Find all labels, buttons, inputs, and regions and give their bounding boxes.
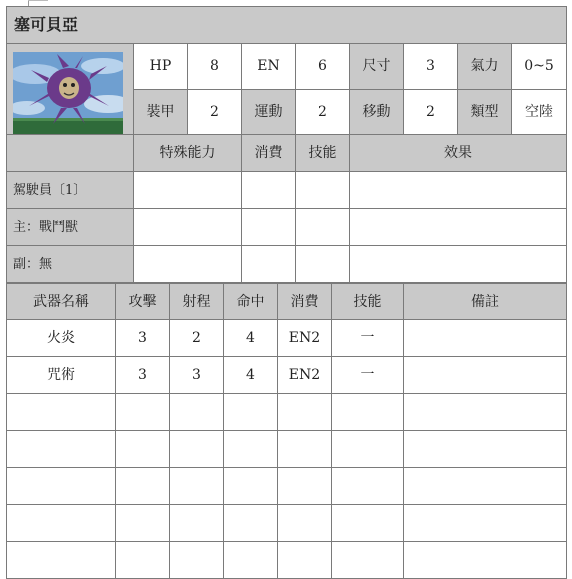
ability-cell: [350, 246, 567, 283]
weapon-accuracy: [224, 431, 278, 468]
weapon-header-skill: 技能: [332, 284, 404, 320]
weapon-attack: [116, 468, 170, 505]
weapon-row: [7, 542, 567, 579]
main-pilot-label: 主：戰鬥獸: [7, 209, 134, 246]
stat-value-armor: 2: [188, 89, 242, 135]
portrait-cell: [7, 44, 134, 135]
weapon-notes: [404, 431, 567, 468]
weapon-notes: [404, 320, 567, 357]
weapon-attack: 3: [116, 320, 170, 357]
ability-cell: [350, 172, 567, 209]
weapon-header-cost: 消費: [278, 284, 332, 320]
unit-sheet: [6, 6, 566, 579]
weapon-accuracy: [224, 505, 278, 542]
weapon-notes: [404, 542, 567, 579]
weapon-table: [6, 283, 567, 579]
stat-value-will: 0~5: [512, 44, 567, 90]
weapon-accuracy: [224, 542, 278, 579]
ability-cell: [296, 209, 350, 246]
weapon-cost: EN2: [278, 357, 332, 394]
weapon-name: [7, 394, 116, 431]
unit-table: [6, 6, 567, 283]
stat-label-move: 移動: [350, 89, 404, 135]
unit-name: 塞可貝亞: [7, 7, 567, 44]
weapon-name: 咒術: [7, 357, 116, 394]
weapon-notes: [404, 505, 567, 542]
weapon-range: [170, 505, 224, 542]
weapon-row: [7, 431, 567, 468]
weapon-name: [7, 468, 116, 505]
weapon-range: [170, 394, 224, 431]
weapon-cost: EN2: [278, 320, 332, 357]
weapon-row: [7, 394, 567, 431]
weapon-attack: [116, 394, 170, 431]
weapon-row: [7, 468, 567, 505]
weapon-accuracy: [224, 394, 278, 431]
stat-value-mobility: 2: [296, 89, 350, 135]
weapon-notes: [404, 394, 567, 431]
weapon-range: 2: [170, 320, 224, 357]
weapon-header-accuracy: 命中: [224, 284, 278, 320]
weapon-attack: [116, 505, 170, 542]
ability-cell: [242, 246, 296, 283]
stat-value-size: 3: [404, 44, 458, 90]
weapon-skill: 一: [332, 320, 404, 357]
ability-cell: [296, 172, 350, 209]
weapon-row: [7, 505, 567, 542]
creature-portrait-image: [13, 52, 123, 134]
weapon-skill: [332, 394, 404, 431]
ability-cell: [242, 172, 296, 209]
weapon-range: 3: [170, 357, 224, 394]
weapon-accuracy: 4: [224, 320, 278, 357]
page-corner-mark-h: [28, 0, 48, 1]
stat-label-size: 尺寸: [350, 44, 404, 90]
stat-value-en: 6: [296, 44, 350, 90]
weapon-cost: [278, 505, 332, 542]
weapon-name: [7, 505, 116, 542]
weapon-notes: [404, 468, 567, 505]
weapon-header-notes: 備註: [404, 284, 567, 320]
weapon-cost: [278, 468, 332, 505]
weapon-skill: [332, 431, 404, 468]
ability-cell: [350, 209, 567, 246]
stat-label-will: 氣力: [458, 44, 512, 90]
weapon-cost: [278, 431, 332, 468]
weapon-range: [170, 542, 224, 579]
weapon-name: [7, 431, 116, 468]
weapon-cost: [278, 542, 332, 579]
ability-header-effect: 效果: [350, 135, 567, 172]
ability-cell: [296, 246, 350, 283]
weapon-row: [7, 357, 567, 394]
weapon-row: [7, 320, 567, 357]
weapon-header-attack: 攻擊: [116, 284, 170, 320]
weapon-range: [170, 468, 224, 505]
portrait-spacer: [7, 135, 134, 172]
weapon-attack: 3: [116, 357, 170, 394]
sub-pilot-label: 副：無: [7, 246, 134, 283]
weapon-skill: [332, 468, 404, 505]
weapon-name: [7, 542, 116, 579]
weapon-skill: [332, 542, 404, 579]
stat-label-en: EN: [242, 44, 296, 90]
pilot-label: 駕駛員〔1〕: [7, 172, 134, 209]
weapon-skill: [332, 505, 404, 542]
ability-cell: [134, 209, 242, 246]
weapon-cost: [278, 394, 332, 431]
weapon-accuracy: 4: [224, 357, 278, 394]
stat-label-type: 類型: [458, 89, 512, 135]
stat-label-hp: HP: [134, 44, 188, 90]
weapon-header-range: 射程: [170, 284, 224, 320]
weapon-attack: [116, 431, 170, 468]
stat-label-armor: 裝甲: [134, 89, 188, 135]
weapon-skill: 一: [332, 357, 404, 394]
weapon-range: [170, 431, 224, 468]
weapon-accuracy: [224, 468, 278, 505]
stat-value-move: 2: [404, 89, 458, 135]
stat-value-hp: 8: [188, 44, 242, 90]
stat-value-type: 空陸: [512, 89, 567, 135]
ability-header-cost: 消費: [242, 135, 296, 172]
ability-header-skill: 技能: [296, 135, 350, 172]
stat-label-mobility: 運動: [242, 89, 296, 135]
ability-cell: [134, 172, 242, 209]
weapon-header-name: 武器名稱: [7, 284, 116, 320]
weapon-name: 火炎: [7, 320, 116, 357]
ability-header-special: 特殊能力: [134, 135, 242, 172]
weapon-attack: [116, 542, 170, 579]
weapon-notes: [404, 357, 567, 394]
ability-cell: [242, 209, 296, 246]
ability-cell: [134, 246, 242, 283]
